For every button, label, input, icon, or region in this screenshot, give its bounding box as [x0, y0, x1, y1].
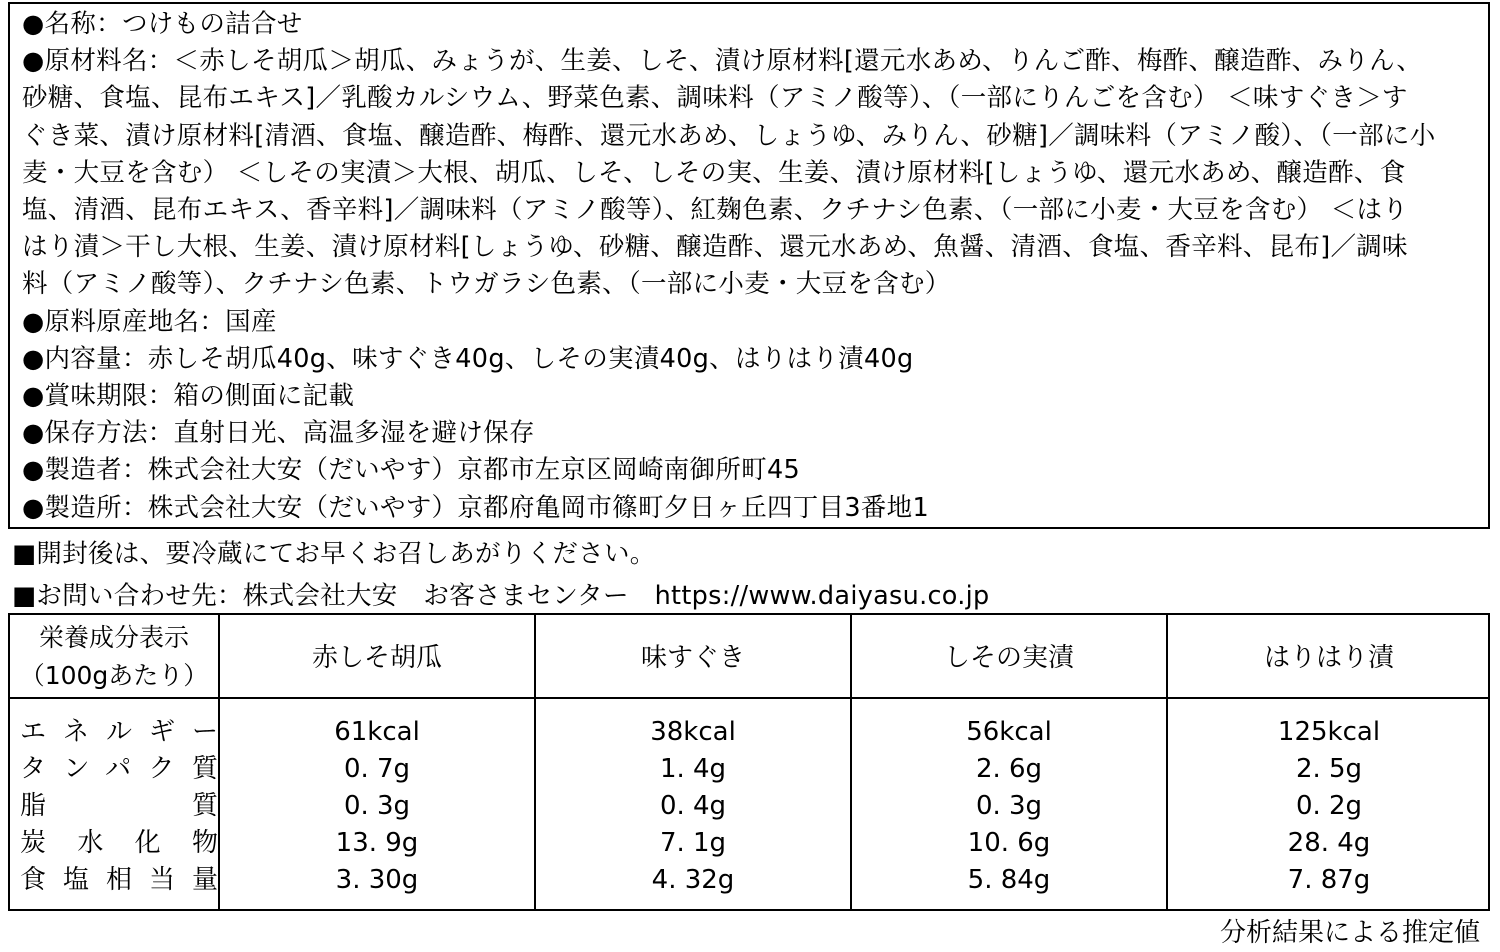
- row-label-protein: タンパク質: [20, 754, 218, 784]
- info-line-ingredients: 塩、清酒、昆布エキス、香辛料]／調味料（アミノ酸等）、紅麹色素、クチナシ色素、（一部に小麦・大豆を含む） ＜はり: [22, 195, 1409, 226]
- info-line-manufacturer: ●製造者：株式会社大安（だいやす）京都市左京区岡崎南御所町45: [22, 455, 800, 486]
- nutrition-header-basis: （100gあたり）: [19, 661, 209, 690]
- row-label-carbohydrate: 炭水化物: [20, 828, 218, 858]
- table-cell: 28. 4g: [1287, 828, 1371, 858]
- estimate-footnote: 分析結果による推定値: [1219, 918, 1480, 948]
- table-cell: 56kcal: [966, 717, 1052, 747]
- column-header: 味すぐき: [640, 643, 745, 673]
- table-cell: 13. 9g: [335, 828, 419, 858]
- info-line-ingredients: 砂糖、食塩、昆布エキス]／乳酸カルシウム、野菜色素、調味料（アミノ酸等）、（一部にりんごを含む） ＜味すぐき＞す: [22, 83, 1408, 114]
- info-line-origin: ●原料原産地名：国産: [22, 306, 277, 337]
- nutrition-header-title: 栄養成分表示: [38, 623, 189, 652]
- nutrition-table: [8, 613, 1490, 911]
- column-header: はりはり漬: [1263, 643, 1394, 673]
- table-cell: 2. 6g: [975, 754, 1043, 784]
- info-line-best-before: ●賞味期限：箱の側面に記載: [22, 381, 355, 412]
- table-cell: 7. 87g: [1287, 865, 1371, 895]
- row-label-salt: 食塩相当量: [20, 865, 218, 895]
- info-line-ingredients: ぐき菜、漬け原材料[清酒、食塩、醸造酢、梅酢、還元水あめ、しょうゆ、みりん、砂糖]／調味料（アミノ酸）、（一部に小: [22, 120, 1436, 151]
- table-cell: 10. 6g: [967, 828, 1051, 858]
- table-cell: 0. 7g: [343, 754, 411, 784]
- table-cell: 1. 4g: [659, 754, 727, 784]
- table-header-divider: [10, 697, 1488, 699]
- product-info-box: [8, 2, 1490, 529]
- info-line-ingredients: 料（アミノ酸等）、クチナシ色素、トウガラシ色素、（一部に小麦・大豆を含む）: [22, 269, 951, 300]
- table-cell: 2. 5g: [1295, 754, 1363, 784]
- table-cell: 3. 30g: [335, 865, 419, 895]
- info-line-storage: ●保存方法：直射日光、高温多湿を避け保存: [22, 418, 535, 449]
- table-cell: 0. 3g: [975, 791, 1043, 821]
- table-cell: 4. 32g: [651, 865, 735, 895]
- info-line-ingredients: ●原材料名：＜赤しそ胡瓜＞胡瓜、みょうが、生姜、しそ、漬け原材料[還元水あめ、りんご酢、梅酢、醸造酢、みりん、: [22, 46, 1423, 77]
- contact-note: ■お問い合わせ先：株式会社大安 お客さまセンター https://www.daiyasu.co.jp: [12, 581, 990, 611]
- info-line-ingredients: 麦・大豆を含む） ＜しその実漬＞大根、胡瓜、しそ、しその実、生姜、漬け原材料[しょうゆ、還元水あめ、醸造酢、食: [22, 157, 1406, 188]
- after-opening-note: ■開封後は、要冷蔵にてお早くお召しあがりください。: [12, 539, 656, 569]
- info-line-ingredients: はり漬＞干し大根、生姜、漬け原材料[しょうゆ、砂糖、醸造酢、還元水あめ、魚醤、清酒、食塩、香辛料、昆布]／調味: [22, 232, 1408, 263]
- table-cell: 38kcal: [650, 717, 736, 747]
- table-cell: 61kcal: [334, 717, 420, 747]
- info-line-contents: ●内容量：赤しそ胡瓜40g、味すぐき40g、しその実漬40g、はりはり漬40g: [22, 343, 914, 374]
- column-header: 赤しそ胡瓜: [311, 643, 442, 673]
- info-line-name: ●名称：つけもの詰合せ: [22, 9, 303, 39]
- table-cell: 5. 84g: [967, 865, 1051, 895]
- info-line-factory: ●製造所：株式会社大安（だいやす）京都府亀岡市篠町夕日ヶ丘四丁目3番地1: [22, 492, 929, 523]
- table-cell: 0. 2g: [1295, 791, 1363, 821]
- nutrition-header-label: [10, 615, 218, 697]
- table-cell: 0. 3g: [343, 791, 411, 821]
- column-header: しその実漬: [943, 643, 1074, 673]
- table-cell: 0. 4g: [659, 791, 727, 821]
- table-cell: 7. 1g: [659, 828, 727, 858]
- table-cell: 125kcal: [1277, 717, 1381, 747]
- row-label-energy: エネルギー: [20, 717, 218, 747]
- row-label-fat: 脂質: [20, 791, 218, 821]
